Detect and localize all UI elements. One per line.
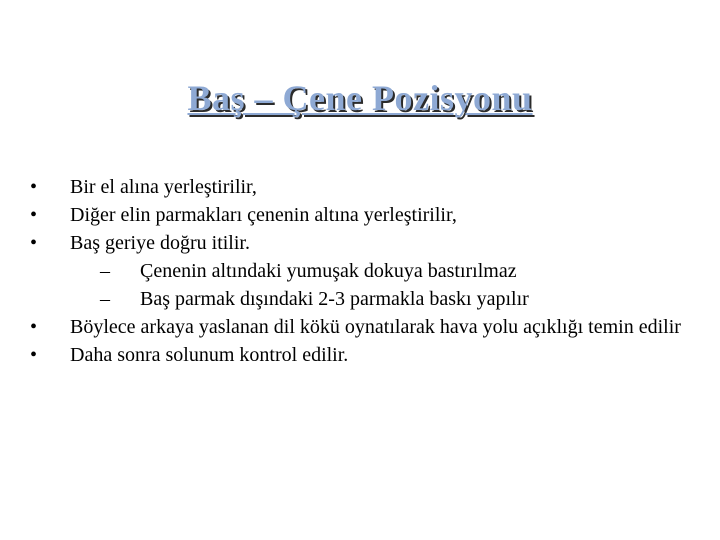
list-item	[30, 203, 690, 227]
list-item-text: Daha sonra solunum kontrol edilir.	[70, 344, 349, 366]
bullet-icon: •	[30, 344, 38, 366]
list-item	[30, 315, 690, 339]
dash-icon: –	[100, 260, 110, 282]
sub-list-item-text: Çenenin altındaki yumuşak dokuya bastırılmaz	[140, 260, 517, 282]
bullet-icon: •	[30, 232, 38, 254]
bullet-icon: •	[30, 176, 38, 198]
list-item	[30, 175, 690, 199]
bullet-icon: •	[30, 204, 38, 226]
sub-list-item	[30, 259, 690, 283]
bullet-icon: •	[30, 316, 38, 338]
bullet-list	[30, 175, 690, 371]
slide-title: Baş – Çene Pozisyonu	[187, 78, 533, 118]
list-item-text: Bir el alına yerleştirilir,	[70, 176, 257, 198]
sub-list-item	[30, 287, 690, 311]
dash-icon: –	[100, 288, 110, 310]
list-item	[30, 343, 690, 367]
list-item	[30, 231, 690, 255]
list-item-text: Baş geriye doğru itilir.	[70, 232, 250, 254]
sub-list-item-text: Baş parmak dışındaki 2-3 parmakla baskı yapılır	[140, 288, 529, 310]
list-item-text: Böylece arkaya yaslanan dil kökü oynatılarak hava yolu açıklığı temin edilir	[70, 316, 681, 338]
list-item-text: Diğer elin parmakları çenenin altına yerleştirilir,	[70, 204, 457, 226]
